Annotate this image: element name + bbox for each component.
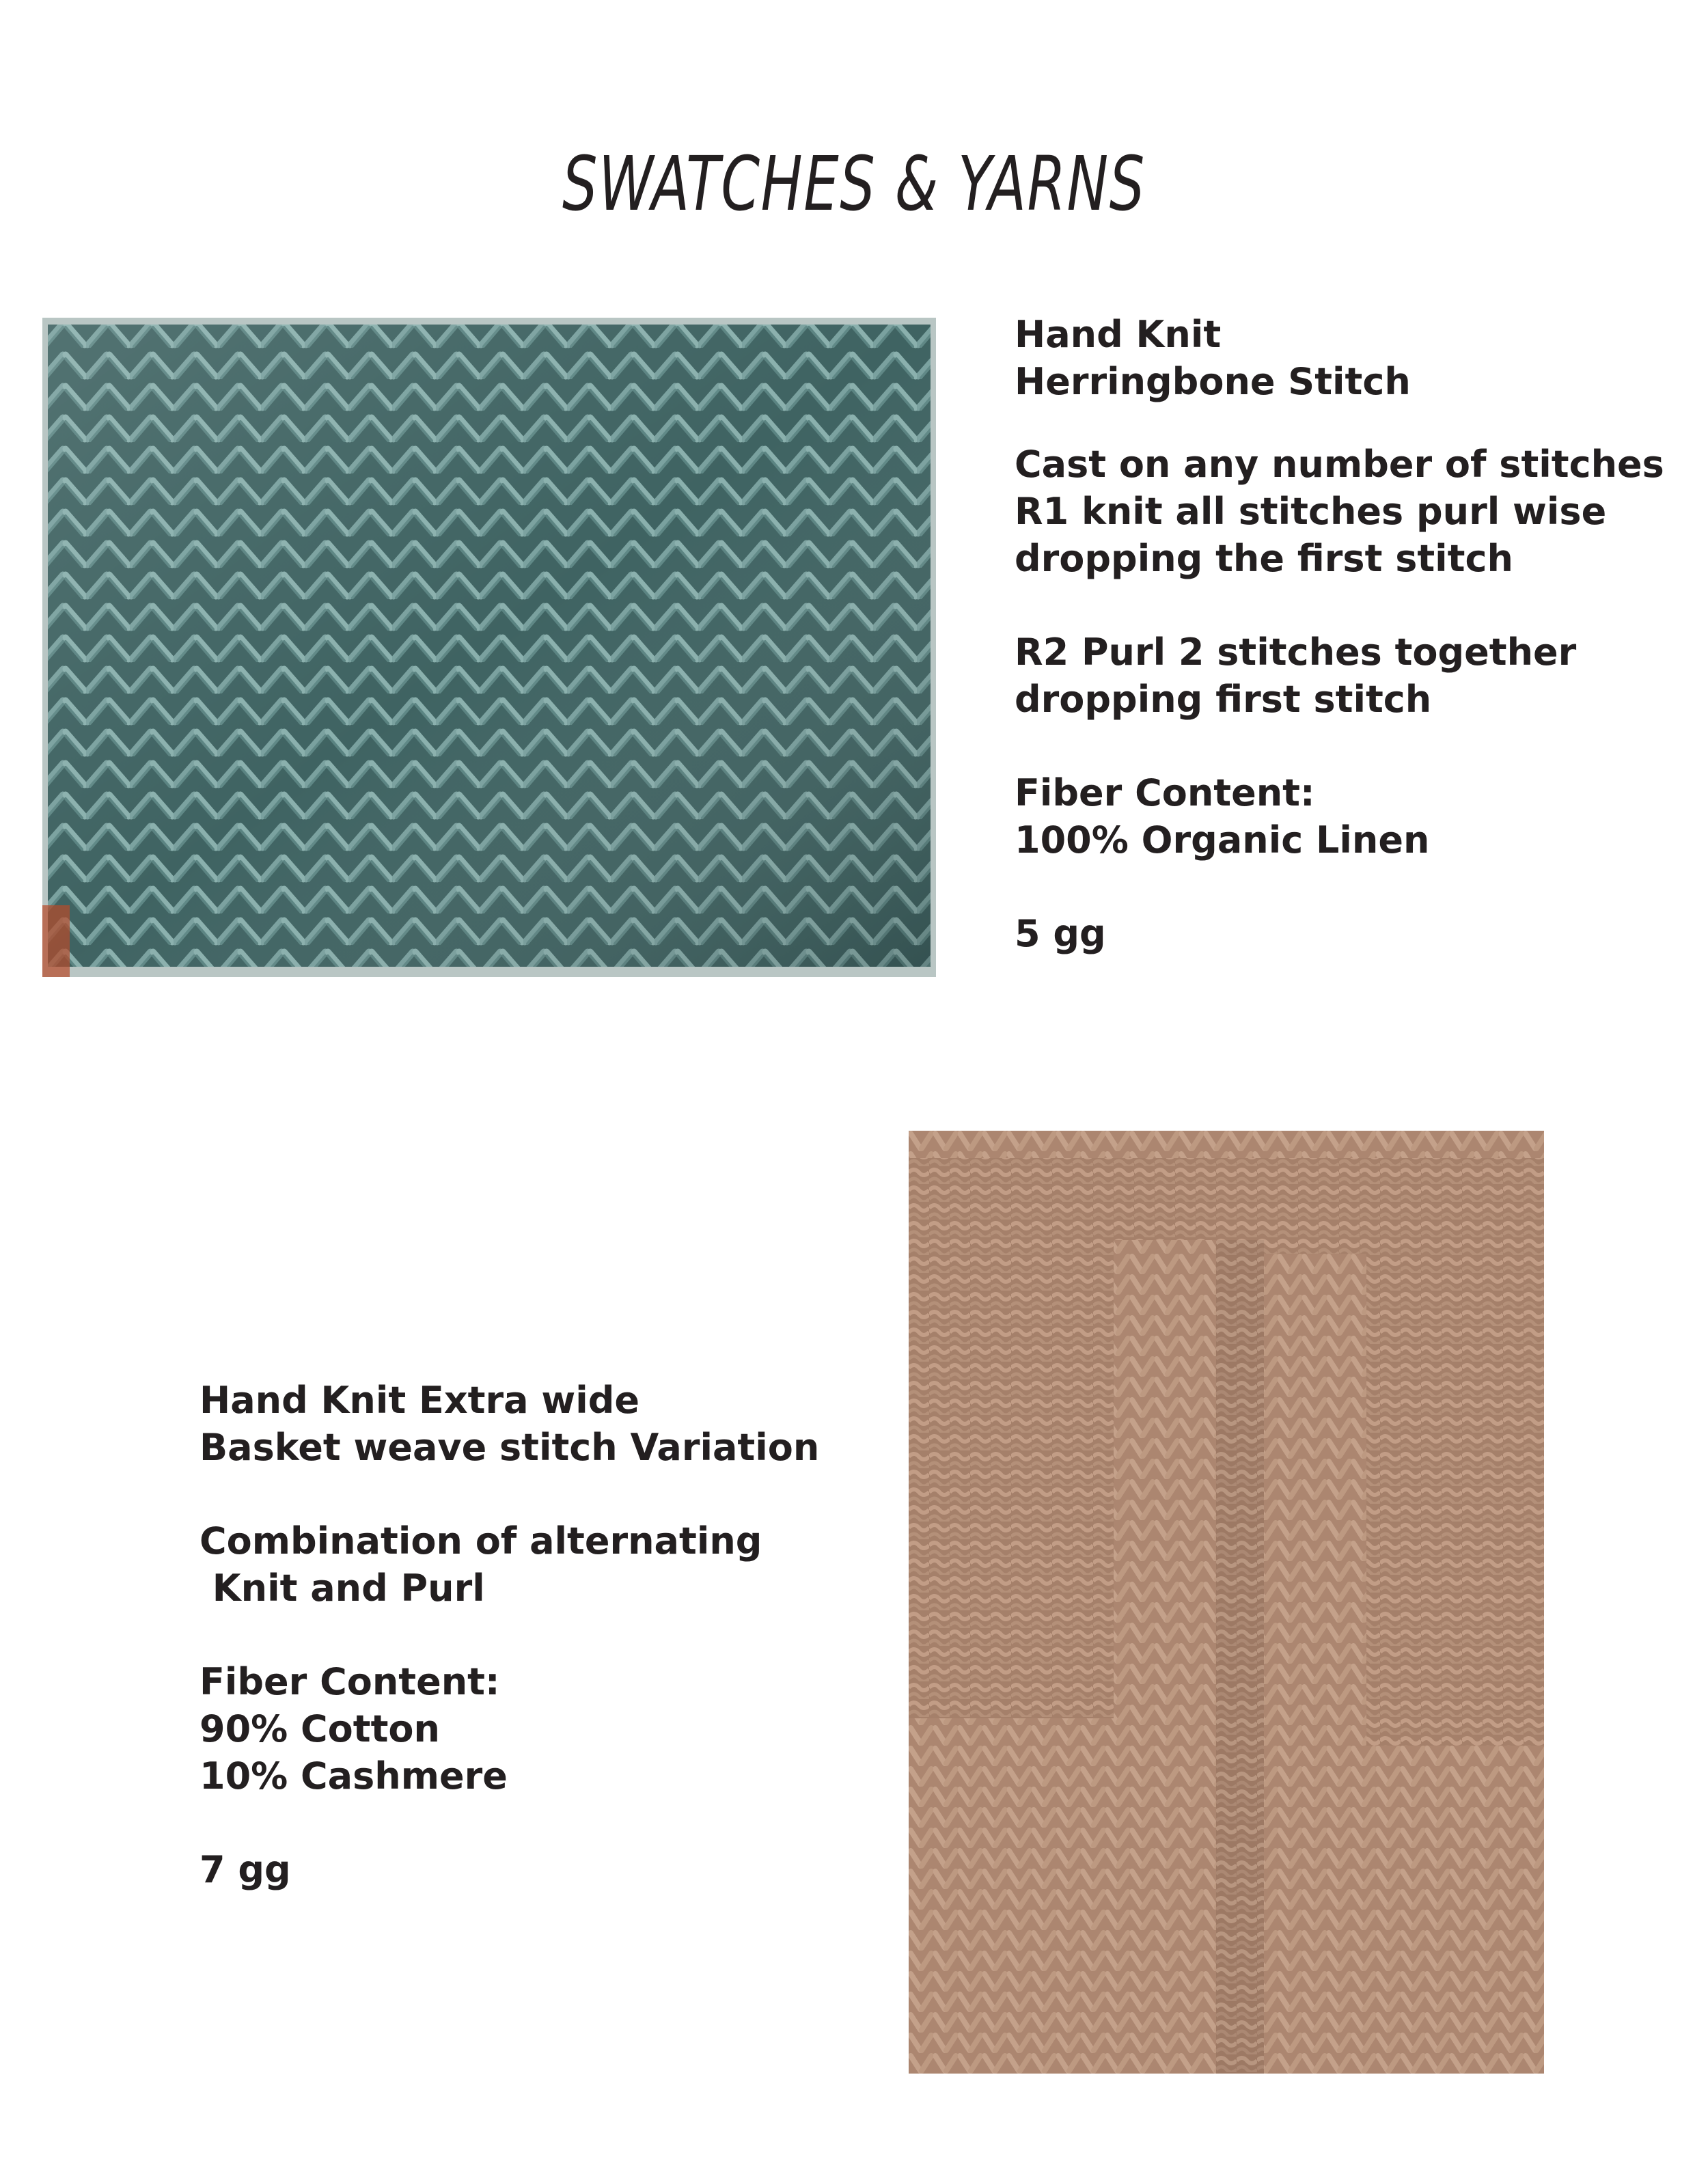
page-title: SWATCHES & YARNS [562,140,1146,228]
swatch-1-instr-2: R1 knit all stitches purl wise [1015,490,1607,533]
swatch-1-instr-3: dropping the first stitch [1015,537,1513,580]
swatch-1-heading-1: Hand Knit [1015,313,1222,356]
swatch-2-heading-1: Hand Knit Extra wide [199,1379,640,1422]
swatch-1-instr-4: R2 Purl 2 stitches together [1015,631,1577,674]
swatch-2-description [199,1377,819,1893]
swatch-2-fiber-1: 90% Cotton [199,1707,440,1750]
swatch-2-fiber-label: Fiber Content: [199,1660,500,1703]
swatch-2-instr-1: Combination of alternating [199,1519,762,1563]
swatch-2-heading-2: Basket weave stitch Variation [199,1426,820,1469]
swatch-1-fiber-1: 100% Organic Linen [1015,818,1430,862]
swatch-2-instr-2: Knit and Purl [199,1567,485,1610]
swatch-1-description [1015,311,1664,957]
basketweave-texture-icon [909,1131,1544,2074]
knit-swatch-teal-image [42,318,936,977]
swatch-1-instr-1: Cast on any number of stitches [1015,443,1664,486]
swatch-1-heading-2: Herringbone Stitch [1015,360,1411,403]
herringbone-texture-icon [42,318,936,977]
swatch-1-instr-5: dropping first stitch [1015,678,1432,721]
knit-swatch-tan-image [909,1131,1544,2074]
swatch-2-fiber-2: 10% Cashmere [199,1755,508,1798]
swatch-1-gauge: 5 gg [1015,912,1106,955]
swatch-1-fiber-label: Fiber Content: [1015,771,1315,814]
swatch-2-gauge: 7 gg [199,1848,291,1891]
